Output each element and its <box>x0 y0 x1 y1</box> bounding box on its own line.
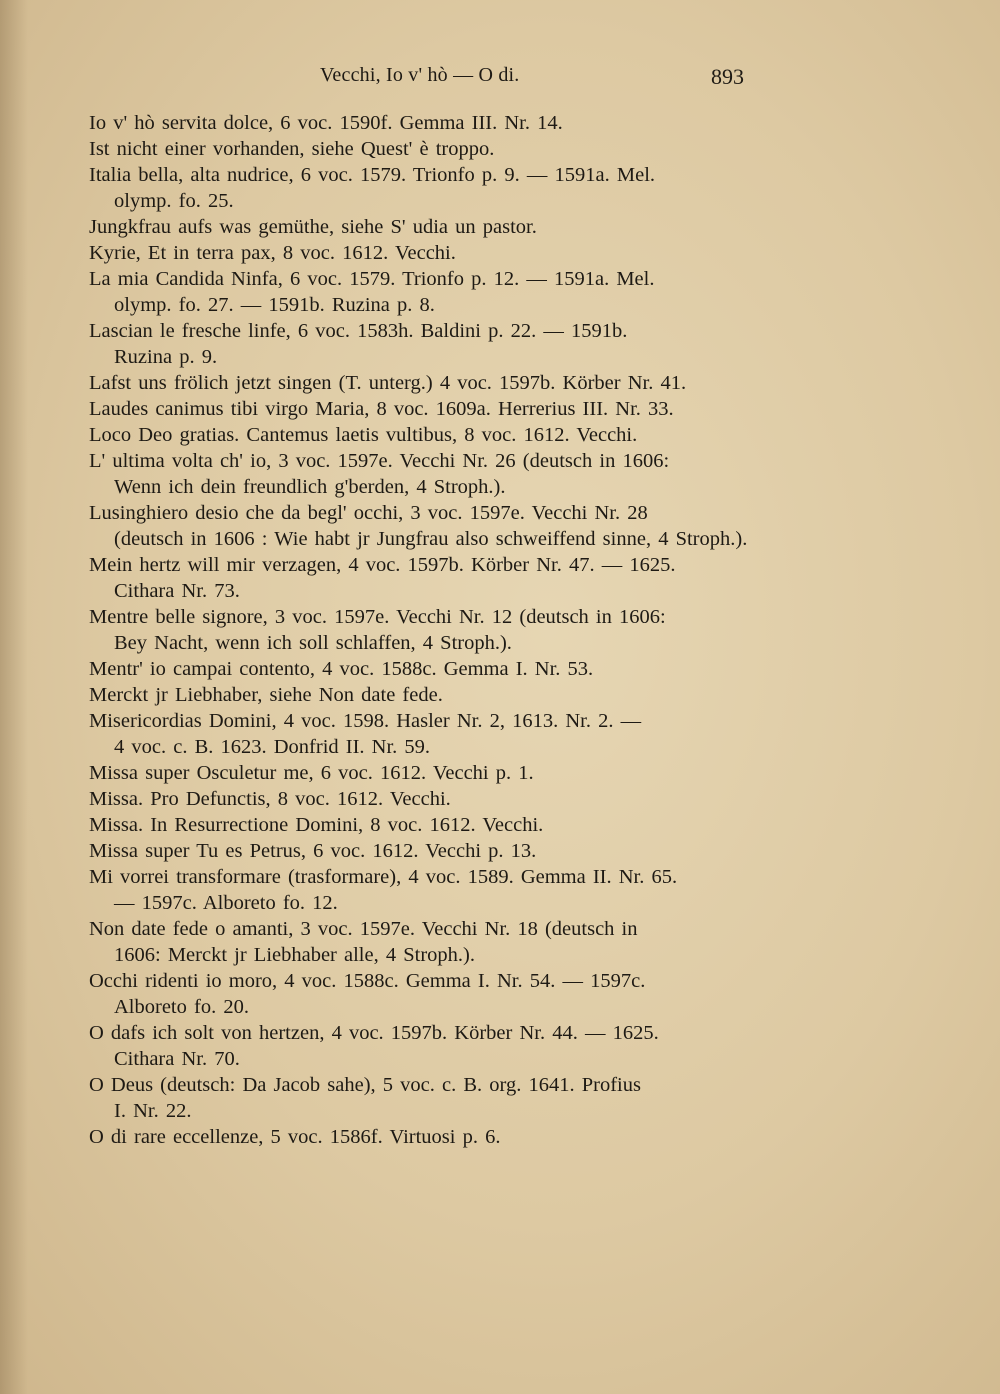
entry-line: Italia bella, alta nudrice, 6 voc. 1579. Trionfo p. 9. — 1591a. Mel. <box>89 164 656 186</box>
entry-continuation-line: olymp. fo. 27. — 1591b. Ruzina p. 8. <box>114 294 435 316</box>
entry-line: Lusinghiero desio che da begl' occhi, 3 voc. 1597e. Vecchi Nr. 28 <box>89 502 648 524</box>
entry-line: L' ultima volta ch' io, 3 voc. 1597e. Vecchi Nr. 26 (deutsch in 1606: <box>89 450 670 472</box>
entry-line: Loco Deo gratias. Cantemus laetis vultibus, 8 voc. 1612. Vecchi. <box>89 424 638 446</box>
entry-line: Non date fede o amanti, 3 voc. 1597e. Vecchi Nr. 18 (deutsch in <box>89 918 638 940</box>
entry-continuation-line: Ruzina p. 9. <box>114 346 218 368</box>
entry-continuation-line: Cithara Nr. 73. <box>114 580 240 602</box>
entry-line: Io v' hò servita dolce, 6 voc. 1590f. Gemma III. Nr. 14. <box>89 112 563 134</box>
entry-line: O dafs ich solt von hertzen, 4 voc. 1597b. Körber Nr. 44. — 1625. <box>89 1022 659 1044</box>
entry-line: Mentr' io campai contento, 4 voc. 1588c. Gemma I. Nr. 53. <box>89 658 594 680</box>
entry-line: Mein hertz will mir verzagen, 4 voc. 1597b. Körber Nr. 47. — 1625. <box>89 554 676 576</box>
index-entries <box>89 110 759 1150</box>
entry-line: Misericordias Domini, 4 voc. 1598. Hasler Nr. 2, 1613. Nr. 2. — <box>89 710 642 732</box>
entry-line: Lafst uns frölich jetzt singen (T. unterg.) 4 voc. 1597b. Körber Nr. 41. <box>89 372 687 394</box>
entry-continuation-line: Cithara Nr. 70. <box>114 1048 240 1070</box>
entry-line: Laudes canimus tibi virgo Maria, 8 voc. 1609a. Herrerius III. Nr. 33. <box>89 398 674 420</box>
entry-line: Occhi ridenti io moro, 4 voc. 1588c. Gemma I. Nr. 54. — 1597c. <box>89 970 646 992</box>
entry-line: Missa super Tu es Petrus, 6 voc. 1612. Vecchi p. 13. <box>89 840 537 862</box>
page-number: 893 <box>711 64 744 89</box>
entry-line: O Deus (deutsch: Da Jacob sahe), 5 voc. c. B. org. 1641. Profius <box>89 1074 641 1096</box>
entry-continuation-line: Bey Nacht, wenn ich soll schlaffen, 4 Stroph.). <box>114 632 512 654</box>
entry-line: Lascian le fresche linfe, 6 voc. 1583h. Baldini p. 22. — 1591b. <box>89 320 628 342</box>
entry-line: La mia Candida Ninfa, 6 voc. 1579. Trionfo p. 12. — 1591a. Mel. <box>89 268 655 290</box>
entry-line: Mentre belle signore, 3 voc. 1597e. Vecchi Nr. 12 (deutsch in 1606: <box>89 606 666 628</box>
entry-continuation-line: Alboreto fo. 20. <box>114 996 249 1018</box>
entry-continuation-line: olymp. fo. 25. <box>114 190 234 212</box>
entry-line: Missa. In Resurrectione Domini, 8 voc. 1612. Vecchi. <box>89 814 544 836</box>
entry-line: Mi vorrei transformare (trasformare), 4 voc. 1589. Gemma II. Nr. 65. <box>89 866 678 888</box>
entry-continuation-line: — 1597c. Alboreto fo. 12. <box>114 892 338 914</box>
entry-line: Merckt jr Liebhaber, siehe Non date fede. <box>89 684 443 706</box>
running-title: Vecchi, Io v' hò — O di. <box>320 64 520 86</box>
entry-line: Ist nicht einer vorhanden, siehe Quest' è troppo. <box>89 138 495 160</box>
entry-line: O di rare eccellenze, 5 voc. 1586f. Virtuosi p. 6. <box>89 1126 501 1148</box>
entry-line: Jungkfrau aufs was gemüthe, siehe S' udia un pastor. <box>89 216 537 238</box>
entry-line: Kyrie, Et in terra pax, 8 voc. 1612. Vecchi. <box>89 242 456 264</box>
entry-continuation-line: 4 voc. c. B. 1623. Donfrid II. Nr. 59. <box>114 736 431 758</box>
entry-line: Missa. Pro Defunctis, 8 voc. 1612. Vecchi. <box>89 788 451 810</box>
entry-continuation-line: (deutsch in 1606 : Wie habt jr Jungfrau also schweiffend sinne, 4 Stroph.). <box>114 528 748 550</box>
entry-line: Missa super Osculetur me, 6 voc. 1612. Vecchi p. 1. <box>89 762 534 784</box>
entry-continuation-line: 1606: Merckt jr Liebhaber alle, 4 Stroph.). <box>114 944 475 966</box>
entry-continuation-line: I. Nr. 22. <box>114 1100 192 1122</box>
entry-continuation-line: Wenn ich dein freundlich g'berden, 4 Stroph.). <box>114 476 506 498</box>
